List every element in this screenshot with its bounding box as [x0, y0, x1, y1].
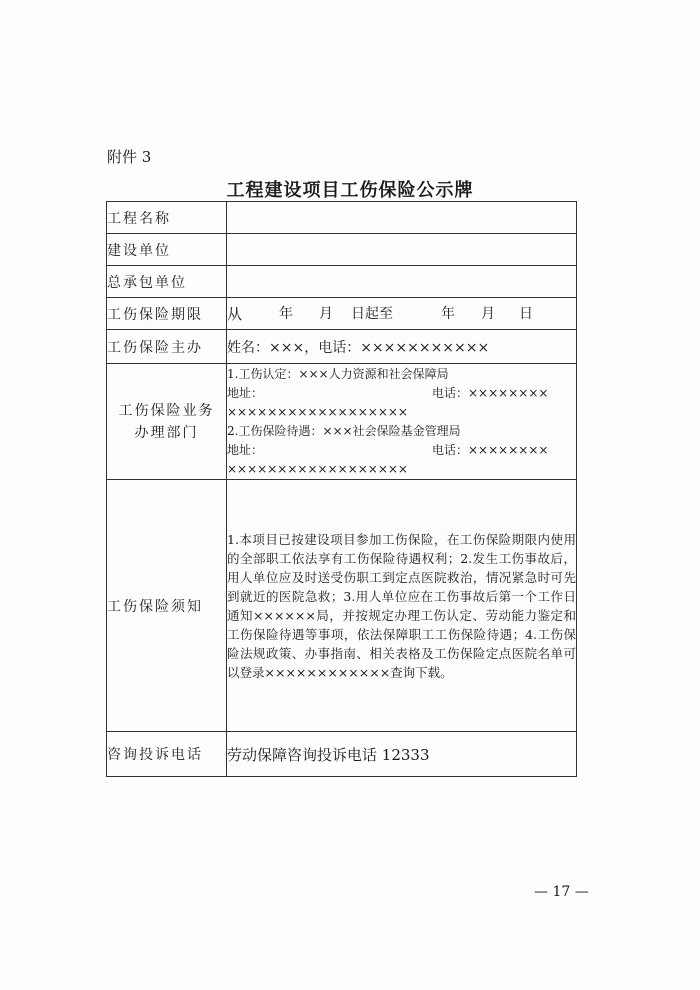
project-name-value — [227, 202, 577, 234]
table-row-project-name — [107, 202, 577, 234]
document-title: 工程建设项目工伤保险公示牌 — [226, 180, 474, 201]
notice-text: 1.本项目已按建设项目参加工伤保险，在工伤保险期限内使用的全部职工依法享有工伤保险待遇权利；2.发生工伤事故后，用人单位应及时送受伤职工到定点医院救治，情况紧急时可先到就近的医院急救；3.用人单位应在工伤事故后第一个工作日通知××××××局，并按规定办理工伤认定、劳动能力鉴定和工伤保险待遇等事项，依法保障职工工伤保险待遇；4.工伤保险法规政策、办事指南、相关表格及工伤保险定点医院名单可以登录××××××××××××查询下载。 — [227, 480, 577, 732]
departments-address-1: 地址：×××××××××××××××××× — [227, 385, 408, 419]
manager-value: 姓名：×××，电话：××××××××××× — [227, 330, 577, 364]
table-row-period — [107, 298, 577, 330]
departments-value — [227, 364, 577, 480]
period-day-2: 日 — [519, 306, 533, 322]
hotline-value: 劳动保障咨询投诉电话 12333 — [227, 732, 577, 777]
departments-label-line-1: 工伤保险业务 — [118, 402, 215, 419]
departments-phone-1: 电话：×××××××× — [432, 385, 549, 400]
period-from: 从 — [227, 305, 243, 323]
table-row-hotline — [107, 732, 577, 777]
builder-value — [227, 234, 577, 266]
insurance-notice-table — [106, 201, 577, 777]
period-label: 工伤保险期限 — [107, 298, 227, 330]
contractor-value — [227, 266, 577, 298]
period-year-2: 年 — [441, 306, 455, 322]
notice-label: 工伤保险须知 — [107, 480, 227, 732]
departments-label-line-2: 办理部门 — [134, 424, 199, 441]
period-value — [227, 298, 577, 330]
period-month-1: 月 — [319, 306, 333, 322]
attachment-label: 附件 3 — [107, 148, 152, 166]
departments-address-2: 地址：×××××××××××××××××× — [227, 442, 408, 476]
hotline-label: 咨询投诉电话 — [107, 732, 227, 777]
builder-label: 建设单位 — [107, 234, 227, 266]
page-number: — 17 — — [534, 884, 589, 900]
contractor-label: 总承包单位 — [107, 266, 227, 298]
manager-label: 工伤保险主办 — [107, 330, 227, 364]
departments-phone-2: 电话：×××××××× — [432, 442, 549, 457]
departments-line-3: 2.工伤保险待遇：×××社会保险基金管理局 — [227, 423, 461, 438]
period-month-2: 月 — [481, 306, 495, 322]
table-row-manager — [107, 330, 577, 364]
departments-line-1: 1.工伤认定：×××人力资源和社会保障局 — [227, 366, 449, 381]
table-row-contractor — [107, 266, 577, 298]
period-day-to: 日起至 — [351, 306, 393, 322]
table-row-departments — [107, 364, 577, 480]
period-year-1: 年 — [279, 306, 293, 322]
departments-label — [107, 364, 227, 480]
project-name-label: 工程名称 — [107, 202, 227, 234]
table-row-notice — [107, 480, 577, 732]
table-row-builder — [107, 234, 577, 266]
